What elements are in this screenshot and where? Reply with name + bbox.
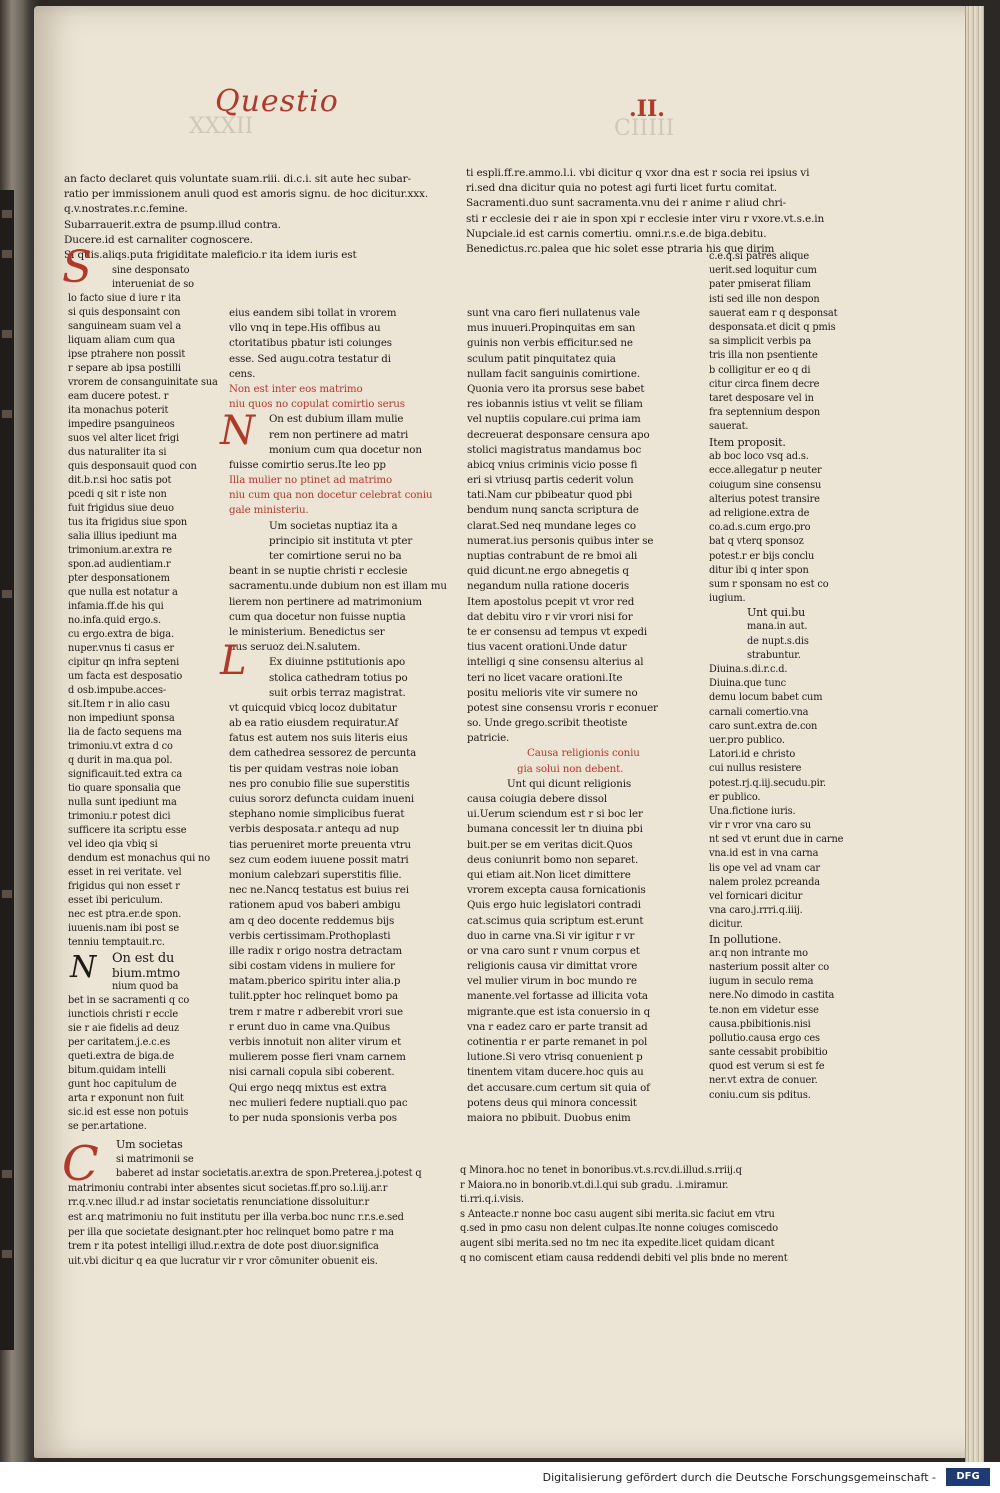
initial-n: N — [70, 950, 97, 985]
gloss-line: eam ducere potest. r — [68, 391, 169, 402]
text-line: uus seruoz dei.N.salutem. — [229, 641, 361, 654]
text-line: trem r matre r adberebit vrori sue — [229, 1005, 403, 1018]
gloss-line: Ducere.id est carnaliter cognoscere. — [64, 233, 253, 246]
gloss-line: potest.rj.q.iij.secudu.pir. — [709, 777, 827, 789]
gloss-line: isti sed ille non despon — [709, 293, 820, 305]
gloss-line: vrorem de consanguinitate sua — [68, 377, 218, 388]
gloss-line: baberet ad instar societatis.ar.extra de spon.Preterea.j.potest q — [116, 1168, 422, 1180]
gloss-line: si quis desponsaint con — [68, 307, 181, 318]
gloss-line: sie r aie fidelis ad deuz — [68, 1023, 180, 1034]
gloss-line: Benedictus.rc.palea que hic solet esse ptraria his que dirim — [466, 242, 775, 255]
digitization-footer — [0, 1462, 1000, 1493]
text-line: bumana concessit ler tn diuina pbi — [467, 823, 643, 836]
gloss-line: nuper.vnus ti casus er — [68, 643, 174, 654]
text-line: verbis certissimam.Prothoplasti — [229, 929, 391, 942]
show-through-numeral: CIIIII — [614, 116, 675, 141]
gloss-line: tenniu temptauit.rc. — [68, 937, 165, 948]
text-line: monium calebzari superstitis filie. — [229, 868, 402, 881]
gloss-line: demu locum babet cum — [709, 692, 823, 704]
gloss-line: vna caro.j.rrri.q.iiij. — [709, 905, 803, 917]
gloss-line: pter desponsationem — [68, 573, 170, 584]
rubric-line: gia solui non debent. — [517, 762, 624, 775]
gloss-line: ditur ibi q inter spon — [709, 564, 809, 576]
text-line: principio sit instituta vt pter — [269, 534, 413, 547]
text-line: ab ea ratio eiusdem requiratur.Af — [229, 717, 399, 730]
gloss-line: de nupt.s.dis — [747, 635, 809, 647]
text-line: Quonia vero ita prorsus sese babet — [467, 382, 645, 395]
gloss-line: ri.sed dna dicitur quia no potest agi furti licet furtu comitat. — [466, 182, 777, 195]
gloss-line: per illa que societate designant.pter hoc relinquet bomo patre r ma — [68, 1226, 394, 1238]
gloss-line: nium quod ba — [112, 981, 179, 992]
rubric-line: Illa mulier no ptinet ad matrimo — [229, 474, 393, 487]
gloss-line: desponsata.et dicit q pmis — [709, 321, 836, 333]
gloss-line: er publico. — [709, 791, 761, 803]
text-line: Unt qui dicunt religionis — [507, 777, 631, 790]
text-line: migrante.que est ista conuersio in q — [467, 1005, 651, 1018]
text-line: tias perueniret morte preuenta vtru — [229, 838, 411, 851]
text-line: tis per quidam vestras noie ioban — [229, 762, 399, 775]
text-line: Qui ergo neqq mixtus est extra — [229, 1081, 387, 1094]
gloss-line: Diuina.s.di.r.c.d. — [709, 664, 788, 675]
gloss-line: vel ideo qia vbiq si — [68, 839, 158, 850]
text-line: vrorem excepta causa fornicationis — [467, 884, 646, 897]
gloss-line: Una.fictione iuris. — [709, 805, 796, 817]
gloss-line: esset ibi periculum. — [68, 895, 163, 906]
main-text-column-2 — [467, 306, 689, 1126]
text-line: beant in se nuptie christi r ecclesie — [229, 565, 408, 578]
gloss-line: dendum est monachus qui no — [68, 853, 210, 864]
text-line: or vna caro sunt r vnum corpus et — [467, 944, 640, 957]
gloss-line: vel fornicari dicitur — [709, 891, 803, 902]
gloss-line: taret desposare vel in — [709, 392, 814, 404]
gloss-line: fuit frigidus siue deuo — [68, 503, 174, 514]
text-line: Ex diuinne pstitutionis apo — [269, 656, 406, 669]
gloss-line: r Maiora.no in bonorib.vt.di.l.qui sub gradu. .i.miramur. — [460, 1179, 729, 1191]
gloss-line: coiugum sine consensu — [709, 479, 822, 491]
text-line: monium cum qua docetur non — [269, 443, 422, 456]
text-line: maiora no pbibuit. Duobus enim — [467, 1111, 631, 1124]
gloss-line: queti.extra de biga.de — [68, 1051, 175, 1062]
book-page — [34, 6, 984, 1458]
gloss-line: sit.Item r in alio casu — [68, 699, 170, 710]
gloss-line: trimoniu.r potest dici — [68, 811, 171, 822]
gloss-line: d osb.impube.acces- — [68, 685, 166, 696]
rubricated-initial-n: N — [220, 408, 255, 454]
gloss-top-right — [466, 166, 831, 257]
text-line: quid dicunt.ne ergo abnegetis q — [467, 565, 629, 578]
text-line: abicq vnius criminis vicio posse fi — [467, 458, 638, 471]
gloss-line: quis desponsauit quod con — [68, 461, 197, 472]
text-line: teri no licet vacare orationi.Ite — [467, 671, 623, 684]
gloss-line: dus naturaliter ita si — [68, 447, 167, 458]
gloss-line: ti.rri.q.i.visis. — [460, 1194, 524, 1206]
gloss-column-1 — [68, 264, 218, 950]
text-line: patricie. — [467, 732, 510, 745]
gloss-line: bitum.quidam intelli — [68, 1065, 166, 1076]
gloss-line: sanguineam suam vel a — [68, 321, 182, 332]
gloss-line: an facto declaret quis voluntate suam.riii. di.c.i. sit aute hec subar- — [64, 173, 411, 185]
gloss-line: per caritatem.j.e.c.es — [68, 1037, 171, 1048]
gloss-line: ecce.allegatur p neuter — [709, 465, 822, 477]
gloss-line: carnali comertio.vna — [709, 706, 809, 718]
text-line: ille radix r origo nostra detractam — [229, 944, 402, 957]
text-line: bendum nunq sancta scriptura de — [467, 504, 639, 517]
text-line: det accusare.cum certum sit quia of — [467, 1081, 650, 1094]
gloss-line: alterius potest transire — [709, 493, 820, 505]
gloss-line: coniu.cum sis pditus. — [709, 1089, 811, 1101]
gloss-line: iugum in seculo rema — [709, 976, 814, 988]
gloss-line: fra septennium despon — [709, 407, 820, 419]
gloss-line: q.v.nostrates.r.c.femine. — [64, 203, 188, 216]
gloss-line: Subarrauerit.extra de psump.illud contra. — [64, 218, 281, 231]
gloss-line: Latori.id e christo — [709, 749, 796, 761]
text-line: sculum patit pinquitatez quia — [467, 352, 616, 365]
gloss-line: salia illius ipediunt ma — [68, 531, 177, 542]
text-line: nuptias contrabunt de re bmoi ali — [467, 550, 638, 562]
gloss-line: uerit.sed loquitur cum — [709, 265, 817, 277]
gloss-bottom-left — [68, 1138, 448, 1269]
text-line: rationem apud vos baberi ambigu — [229, 899, 401, 912]
gloss-line: pcedi q sit r iste non — [68, 489, 167, 500]
text-line: verbis desposata.r antequ ad nup — [229, 823, 399, 836]
text-line: eri si vtriusq partis cederit volun — [467, 474, 634, 487]
text-line: rem non pertinere ad matri — [269, 428, 409, 441]
text-line: fuisse comirtio serus.Ite leo pp — [229, 458, 386, 471]
text-line: tati.Nam cur pbibeatur quod pbi — [467, 489, 633, 502]
text-line: sez cum eodem iuuene possit matri — [229, 853, 409, 866]
gloss-line: tus ita frigidus siue spon — [68, 517, 187, 528]
text-line: matam.pberico spiritu inter alia.p — [229, 975, 401, 988]
gloss-line: infamia.ff.de his qui — [68, 601, 164, 612]
gloss-line: tio quare sponsalia que — [68, 783, 181, 794]
rubric-line: gale ministeriu. — [229, 504, 309, 517]
gloss-line: q durit in ma.qua pol. — [68, 755, 173, 766]
gloss-line: nalem prolez pcreanda — [709, 876, 820, 888]
gloss-line: si matrimonii se — [116, 1153, 194, 1165]
text-line: tius vacent orationi.Unde datur — [467, 641, 627, 654]
gloss-line: augent sibi merita.sed no tm nec ita expedite.licet quidam dicant — [460, 1237, 775, 1249]
gloss-line: cu ergo.extra de biga. — [68, 629, 174, 640]
gloss-line: dicitur. — [709, 919, 743, 931]
gloss-line: lo facto siue d iure r ita — [68, 293, 181, 304]
gloss-line: pollutio.causa ergo ces — [709, 1032, 820, 1044]
gloss-line: cipitur qn infra septeni — [68, 657, 180, 668]
text-line: deus coniunrit bomo non separet. — [467, 853, 639, 866]
gloss-line: b colligitur er eo q di — [709, 364, 811, 376]
text-line: sacramentu.unde dubium non est illam mu — [229, 580, 447, 593]
text-line: sunt vna caro fieri nullatenus vale — [467, 307, 640, 319]
gloss-line: Diuina.que tunc — [709, 678, 786, 690]
text-line: buit.per se em veritas dicit.Quos — [467, 838, 633, 851]
gloss-line: ti espli.ff.re.ammo.l.i. vbi dicitur q vxor dna est r socia rei ipsius vi — [466, 167, 810, 179]
text-line: esse. Sed augu.cotra testatur di — [229, 352, 391, 365]
gloss-line: no.infa.quid ergo.s. — [68, 615, 162, 626]
gloss-line: citur circa finem decre — [709, 378, 820, 390]
gloss-line: Nupciale.id est carnis comertiu. omni.r.s.e.de biga.debitu. — [466, 227, 767, 240]
text-line: guinis non verbis efficitur.sed ne — [467, 337, 633, 350]
text-line: intelligi q sine consensu alterius al — [467, 656, 644, 669]
gloss-line: Item proposit. — [709, 436, 786, 449]
gloss-line: Unt qui.bu — [747, 606, 806, 620]
rubricated-initial-c: C — [62, 1136, 99, 1192]
gloss-line: lia de facto sequens ma — [68, 727, 182, 738]
gloss-line: On est du — [112, 951, 175, 966]
gloss-line: mana.in aut. — [747, 621, 808, 633]
rubric-line: niu quos no copulat comirtio serus — [229, 398, 405, 411]
text-line: stolici magistratus mandamus boc — [467, 443, 642, 456]
gloss-line: esset in rei veritate. vel — [68, 867, 182, 878]
gloss-line: ad religione.extra de — [709, 507, 810, 519]
text-line: lutione.Si vero vtrisq conuenient p — [467, 1051, 643, 1064]
text-line: dat debitu viro r vir vrori nisi for — [467, 610, 633, 623]
gloss-line: non impediunt sponsa — [68, 713, 175, 724]
text-line: lierem non pertinere ad matrimonium — [229, 595, 422, 608]
show-through-text: XXXII — [189, 114, 254, 139]
gloss-line: uit.vbi dicitur q ea que lucratur vir r vror cōmuniter obuenit eis. — [68, 1255, 378, 1267]
text-line: nec ne.Nancq testatus est buius rei — [229, 884, 409, 897]
gloss-line: suos vel alter licet frigi — [68, 433, 180, 444]
text-line: Quis ergo huic legislatori contradi — [467, 899, 641, 912]
text-line: positu melioris vite vir sumere no — [467, 686, 638, 699]
text-line: stolica cathedram totius po — [269, 671, 408, 684]
rubricated-initial-s: S — [62, 242, 93, 293]
gloss-line: dit.b.r.si hoc satis pot — [68, 475, 172, 486]
gloss-column-4b — [709, 436, 844, 1103]
gloss-top-left — [64, 172, 459, 263]
text-line: tulit.ppter hoc relinquet bomo pa — [229, 990, 399, 1003]
text-line: cuius sororz defuncta cuidam inueni — [229, 793, 414, 805]
gloss-line: s Anteacte.r nonne boc casu augent sibi merita.sic faciut em vtru — [460, 1208, 775, 1220]
gloss-line: sa simplicit verbis pa — [709, 336, 812, 348]
gloss-line: trimoniu.vt extra d co — [68, 741, 173, 752]
gloss-line: bet in se sacramenti q co — [68, 995, 190, 1006]
text-line: Um societas nuptiaz ita a — [269, 519, 398, 532]
gloss-line: iuuenis.nam ibi post se — [68, 923, 179, 934]
gloss-line: potest.r er bijs conclu — [709, 550, 815, 562]
text-line: ui.Uerum sciendum est r si boc ler — [467, 808, 643, 821]
gloss-line: um facta est desposatio — [68, 671, 183, 682]
gloss-line: est ar.q matrimoniu no fuit institutu per illa verba.boc nunc r.r.s.e.sed — [68, 1211, 404, 1223]
text-line: vna r eadez caro er parte transit ad — [467, 1020, 648, 1033]
text-line: vllo vnq in tepe.His offibus au — [229, 322, 381, 335]
text-line: clarat.Sed neq mundane leges co — [467, 519, 636, 532]
text-line: cat.scimus quia scriptum est.erunt — [467, 914, 644, 927]
text-line: nec mulieri federe nuptiali.quo pac — [229, 1096, 408, 1109]
gloss-line: sti r ecclesie dei r aie in spon xpi r ecclesie inter viru r vxore.vt.s.e.in — [466, 212, 825, 225]
text-line: qui etiam ait.Non licet dimittere — [467, 868, 631, 881]
text-line: to per nuda sponsionis verba pos — [229, 1111, 397, 1124]
page-fore-edge — [965, 6, 984, 1468]
gloss-line: caro sunt.extra de.con — [709, 720, 818, 732]
gloss-line: q Minora.hoc no tenet in bonoribus.vt.s.rcv.di.illud.s.rriij.q — [460, 1165, 742, 1176]
text-line: nisi carnali copula sibi coberent. — [229, 1066, 395, 1079]
text-line: sibi costam videns in muliere for — [229, 960, 395, 973]
gloss-line: nasterium possit alter co — [709, 961, 829, 973]
running-header-left: Questio — [215, 84, 339, 119]
text-line: numerat.ius personis quibus inter se — [467, 534, 654, 547]
text-line: potens deus qui minora concessit — [467, 1096, 637, 1109]
gloss-line: ab boc loco vsq ad.s. — [709, 451, 809, 463]
text-line: tinentem vitam ducere.hoc quis au — [467, 1066, 644, 1079]
gloss-line: nere.No dimodo in castita — [709, 990, 835, 1002]
gloss-line: sum r sponsam no est co — [709, 578, 829, 590]
text-line: decreuerat desponsare censura apo — [467, 428, 650, 441]
gloss-line: sic.id est esse non potuis — [68, 1107, 189, 1118]
gloss-line: uer.pro publico. — [709, 734, 785, 746]
gloss-line: se per.artatione. — [68, 1121, 147, 1132]
text-line: ctoritatibus pbatur isti coiunges — [229, 337, 392, 350]
text-line: te er consensu ad tempus vt expedi — [467, 625, 647, 638]
text-line: causa coiugia debere dissol — [467, 793, 607, 805]
gloss-line: interueniat de so — [112, 279, 194, 290]
gloss-line: pater pmiserat filiam — [709, 279, 811, 291]
gloss-line: Sacramenti.duo sunt sacramenta.vnu dei r anime r aliud chri- — [466, 197, 787, 210]
text-line: res iobannis istius vt velit se filiam — [467, 398, 643, 411]
gloss-line: lis ope vel ad vnam car — [709, 862, 820, 874]
gloss-line: arta r exponunt non fuit — [68, 1093, 184, 1104]
gloss-line: In pollutione. — [709, 932, 782, 946]
gloss-line: rr.q.v.nec illud.r ad instar societatis renunciatione dissoluitur.r — [68, 1197, 370, 1209]
text-line: mus inuueri.Propinquitas em san — [467, 322, 636, 335]
gloss-line: frigidus qui non esset r — [68, 881, 180, 892]
gloss-line: nec est ptra.er.de spon. — [68, 909, 182, 920]
text-line: cens. — [229, 367, 256, 380]
gloss-line: iunctiois christi r eccle — [68, 1009, 179, 1020]
gloss-column-4a — [709, 250, 838, 434]
gloss-line: sine desponsato — [112, 265, 190, 276]
gloss-line: vir r vror vna caro su — [709, 820, 812, 832]
text-line: cotinentia r er parte remanet in pol — [467, 1036, 648, 1048]
gloss-line: Si quis.aliqs.puta frigiditate maleficio.r ita idem iuris est — [64, 248, 357, 261]
gloss-line: nulla sunt ipediunt ma — [68, 797, 177, 808]
gloss-line: iugium. — [709, 593, 746, 605]
gloss-line: strabuntur. — [747, 649, 801, 661]
text-line: potest sine consensu vroris r econuer — [467, 701, 658, 714]
gloss-line: bium.mtmo — [112, 966, 180, 980]
gloss-line: sante cessabit probibitio — [709, 1047, 828, 1059]
main-text-column-1 — [229, 306, 447, 1126]
gloss-line: quod est verum si est fe — [709, 1061, 825, 1073]
text-line: vel nuptiis copulare.cui prima iam — [467, 413, 641, 426]
gloss-line: sauerat eam r q desponsat — [709, 307, 838, 319]
gloss-line: sauerat. — [709, 421, 749, 433]
gloss-line: trimonium.ar.extra re — [68, 545, 172, 556]
adjacent-page-edge — [0, 190, 14, 1350]
text-line: nullam facit sanguinis comirtione. — [467, 367, 640, 380]
gloss-line: que nulla est notatur a — [68, 587, 178, 598]
gloss-line: ar.q non intrante mo — [709, 947, 808, 959]
text-line: so. Unde grego.scribit theotiste — [467, 717, 628, 730]
funding-notice: Digitalisierung gefördert durch die Deutsche Forschungsgemeinschaft - — [542, 1471, 936, 1484]
gloss-line: spon.ad audientiam.r — [68, 559, 171, 570]
text-line: eius eandem sibi tollat in vrorem — [229, 307, 397, 319]
text-line: am q deo docente reddemus bijs — [229, 914, 395, 927]
text-line: vel mulier virum in boc mundo re — [467, 975, 637, 988]
gloss-line: q.sed in pmo casu non delent culpas.Ite nonne coiuges comiscedo — [460, 1223, 779, 1235]
gloss-line: q no comiscent etiam causa reddendi debiti vel plis bnde no merent — [460, 1252, 788, 1264]
text-line: On est dubium illam mulie — [269, 413, 404, 426]
gloss-line: liquam aliam cum qua — [68, 335, 176, 346]
dfg-logo: DFG — [946, 1468, 990, 1486]
text-line: Item apostolus pcepit vt vror red — [467, 595, 635, 608]
gloss-line: matrimoniu contrabi inter absentes sicut societas.ff.pro so.l.iij.ar.r — [68, 1182, 388, 1194]
gloss-line: cui nullus resistere — [709, 763, 802, 775]
gloss-line: causa.pbibitionis.nisi — [709, 1018, 811, 1030]
gloss-line: tris illa non psentiente — [709, 350, 818, 362]
gloss-line: vna.id est in vna carna — [709, 848, 819, 860]
gloss-line: nt sed vt erunt due in carne — [709, 834, 844, 846]
gloss-line: ratio per immissionem anuli quod est amoris signu. de hoc dicitur.xxx. — [64, 188, 429, 201]
text-line: nes pro conubio filie sue superstitis — [229, 777, 410, 790]
text-line: religionis causa vir dimittat vrore — [467, 960, 638, 973]
text-line: manente.vel fortasse ad illicita vota — [467, 990, 648, 1003]
gloss-line: te.non em videtur esse — [709, 1004, 819, 1016]
text-line: r erunt duo in came vna.Quibus — [229, 1020, 391, 1033]
gloss-line: ita monachus poterit — [68, 405, 169, 416]
text-line: negandum nulla ratione doceris — [467, 580, 629, 593]
gloss-bottom-right — [460, 1164, 845, 1266]
text-line: stephano nomie simplicibus fuerat — [229, 808, 405, 821]
gloss-line: significauit.ted extra ca — [68, 769, 183, 780]
text-line: fatus est autem nos suis literis eius — [229, 732, 408, 745]
running-header-right: .II. — [629, 96, 665, 122]
gloss-line: gunt hoc capitulum de — [68, 1079, 177, 1090]
gloss-line: bat q vterq sponsoz — [709, 536, 804, 548]
text-line: dem cathedrea sessorez de percunta — [229, 747, 417, 760]
text-line: mulierem posse fieri vnam carnem — [229, 1051, 406, 1064]
text-line: suit orbis terraz magistrat. — [269, 686, 406, 699]
gloss-line: sufficere ita scriptu esse — [68, 825, 187, 836]
gloss-line: c.e.q.si patres alique — [709, 251, 810, 262]
rubricated-initial-l: L — [220, 638, 247, 684]
text-line: cum qua docetur non fuisse nuptia — [229, 610, 406, 623]
text-line: verbis innotuit non aliter virum et — [229, 1036, 402, 1048]
rubric-line: Causa religionis coniu — [527, 747, 640, 760]
text-line: duo in carne vna.Si vir igitur r vr — [467, 929, 635, 942]
gloss-line: ner.vt extra de conuer. — [709, 1075, 818, 1087]
text-line: vt quicquid vbicq locoz dubitatur — [229, 701, 397, 714]
gloss-line: trem r ita potest intelligi illud.r.extra de dote post diuor.significa — [68, 1241, 379, 1253]
text-line: ter comirtione serui no ba — [269, 550, 402, 562]
gloss-line: Um societas — [116, 1138, 183, 1151]
rubric-line: Non est inter eos matrimo — [229, 382, 363, 395]
text-line: le ministerium. Benedictus ser — [229, 625, 385, 638]
gloss-line: ipse ptrahere non possit — [68, 349, 186, 360]
rubric-line: niu cum qua non docetur celebrat coniu — [229, 489, 433, 502]
gloss-line: co.ad.s.cum ergo.pro — [709, 522, 811, 534]
gloss-line: impedire psanguineos — [68, 419, 175, 430]
gloss-line: r separe ab ipsa postilli — [68, 363, 181, 374]
